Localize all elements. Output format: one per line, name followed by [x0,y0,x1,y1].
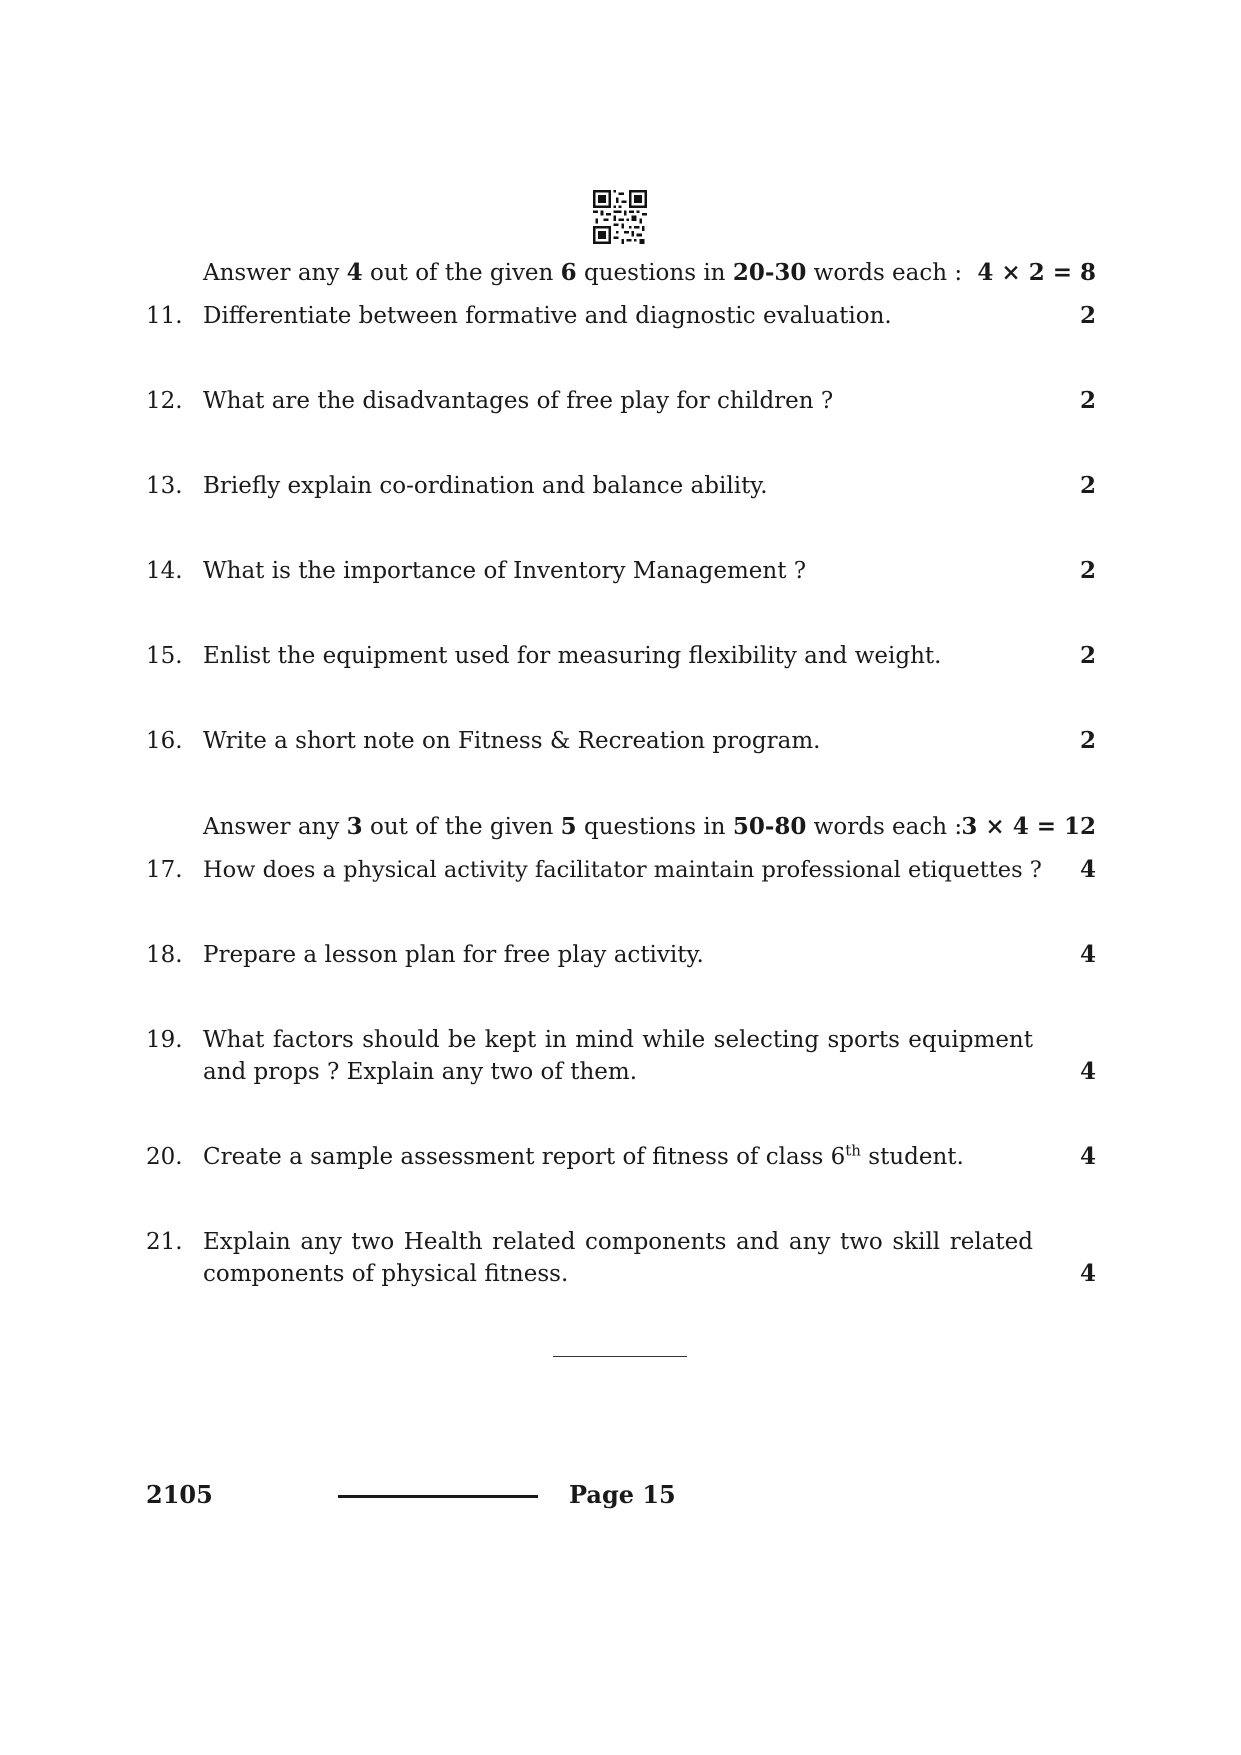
question-text: Explain any two Health related components and any two skill related components of physical fitness. [203,1229,1033,1287]
question-number: 12. [146,388,183,414]
question-number: 21. [146,1229,183,1255]
footer-rule [338,1495,538,1498]
question-number: 11. [146,303,183,329]
question-text: What is the importance of Inventory Management ? [203,558,807,584]
question-text: Differentiate between formative and diagnostic evaluation. [203,303,892,329]
question-number: 18. [146,942,183,968]
page-footer [0,1480,1241,1520]
qr-code-icon [593,190,647,244]
question-number: 13. [146,473,183,499]
section-b-marks: 3 × 4 = 12 [961,813,1096,840]
question-number: 19. [146,1027,183,1053]
question-marks: 4 [1079,856,1096,883]
question-marks: 2 [1079,387,1096,414]
question-number: 15. [146,643,183,669]
page-number: Page 15 [569,1480,676,1509]
question-marks: 2 [1079,302,1096,329]
question-text: Enlist the equipment used for measuring flexibility and weight. [203,643,942,669]
question-text: Briefly explain co-ordination and balance ability. [203,473,768,499]
question-text: What are the disadvantages of free play for children ? [203,388,834,414]
question-marks: 4 [1079,1143,1096,1170]
question-text: Write a short note on Fitness & Recreation program. [203,728,821,754]
question-marks: 2 [1079,557,1096,584]
question-marks: 2 [1079,642,1096,669]
question-number: 20. [146,1144,183,1170]
question-text: Prepare a lesson plan for free play activity. [203,942,704,968]
question-text: Create a sample assessment report of fitness of class 6th student. [203,1141,964,1170]
paper-code: 2105 [146,1480,213,1509]
question-number: 16. [146,728,183,754]
question-marks: 4 [1079,941,1096,968]
question-marks: 2 [1079,472,1096,499]
question-marks: 4 [1079,1058,1096,1085]
question-text: What factors should be kept in mind while selecting sports equipment and props ? Explain any two of them. [203,1027,1033,1085]
question-number: 17. [146,857,183,883]
question-marks: 2 [1079,727,1096,754]
section-a-marks: 4 × 2 = 8 [977,259,1096,286]
end-separator [553,1356,687,1357]
question-number: 14. [146,558,183,584]
exam-page: Answer any 4 out of the given 6 questions in 20-30 words each : 4 × 2 = 8 11. Differentiate between formative and diagnostic evaluation. 2 12. What are the disadvantages of free play for children ? 2 13. Briefly explain co-ordination and balance ability. 2 14. What is the importance of Inventory Management ? 2 15. Enlist the equipment used for measuring flexibility and weight. 2 16. Write a short note on Fitness & Recreation program. 2 Answer any 3 out of the given 5 questions in 50-80 words each : 3 × 4 = 12 17. How does a physical activity facilitator maintain professional etiquettes ? 4 18. Prepare a lesson plan for free play activity. 4 19. What factors should be kept in mind while selecting sports equipment and props ? Explain any two of them. 4 20. Create a sample assessment report of fitness of class 6th student. 4 21. Explain any two Health related components and any two skill related components of physical fitness. 4 2105 Page 15 [0,0,1241,1755]
question-marks: 4 [1079,1260,1096,1287]
question-text: How does a physical activity facilitator maintain professional etiquettes ? [203,857,1042,883]
